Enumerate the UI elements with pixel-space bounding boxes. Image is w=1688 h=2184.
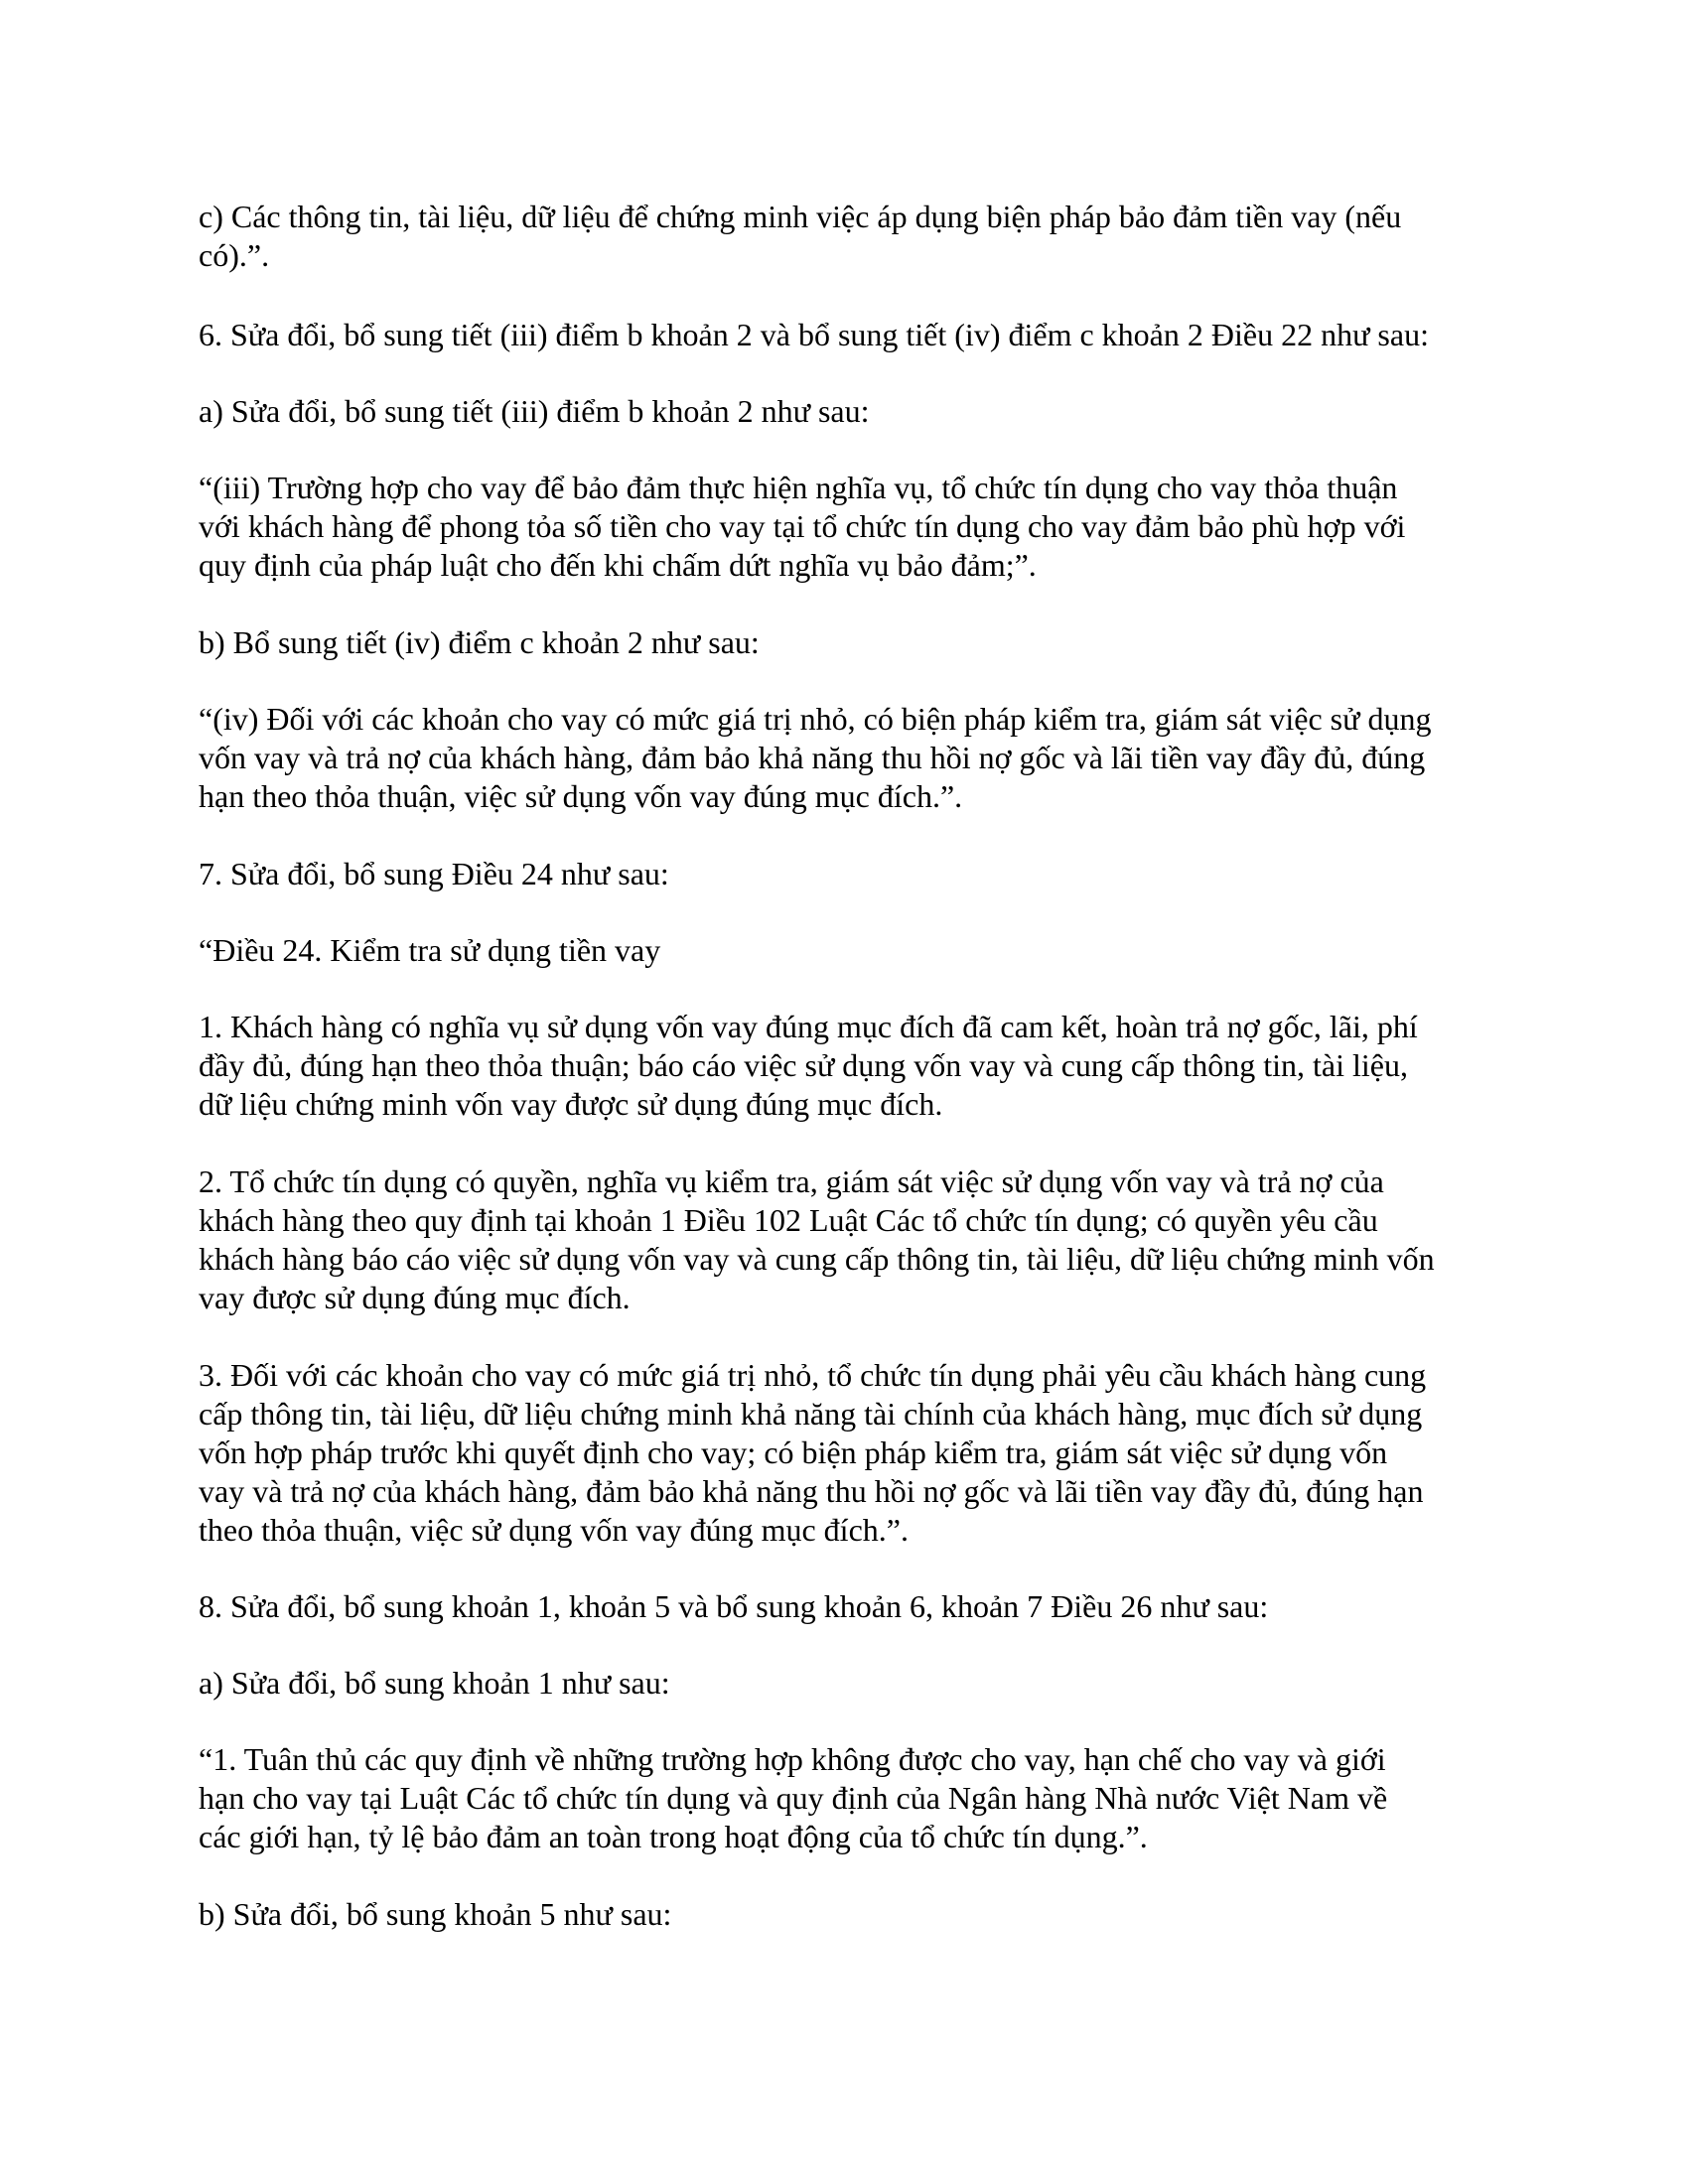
paragraph-item-8a: a) Sửa đổi, bổ sung khoản 1 như sau: xyxy=(199,1665,670,1701)
paragraph-c-supporting-documents: c) Các thông tin, tài liệu, dữ liệu để chứng minh việc áp dụng biện pháp bảo đảm tiền vay (nếu có).”. xyxy=(199,199,1402,273)
paragraph-item-7: 7. Sửa đổi, bổ sung Điều 24 như sau: xyxy=(199,856,669,891)
paragraph-article-24-clause-1: 1. Khách hàng có nghĩa vụ sử dụng vốn vay đúng mục đích đã cam kết, hoàn trả nợ gốc, lãi, phí đầy đủ, đúng hạn theo thỏa thuận; báo cáo việc sử dụng vốn vay và cung cấp thông tin, tài liệu, dữ liệu chứng minh vốn vay được sử dụng đúng mục đích. xyxy=(199,1009,1418,1122)
paragraph-item-8: 8. Sửa đổi, bổ sung khoản 1, khoản 5 và bổ sung khoản 6, khoản 7 Điều 26 như sau: xyxy=(199,1588,1269,1624)
paragraph-quote-clause-1: “1. Tuân thủ các quy định về những trường hợp không được cho vay, hạn chế cho vay và giới hạn cho vay tại Luật Các tổ chức tín dụng và quy định của Ngân hàng Nhà nước Việt Nam về các giới hạn, tỷ lệ bảo đảm an toàn trong hoạt động của tổ chức tín dụng.”. xyxy=(199,1741,1388,1854)
paragraph-item-8b: b) Sửa đổi, bổ sung khoản 5 như sau: xyxy=(199,1896,672,1932)
paragraph-item-6a: a) Sửa đổi, bổ sung tiết (iii) điểm b khoản 2 như sau: xyxy=(199,393,870,429)
paragraph-item-6b: b) Bổ sung tiết (iv) điểm c khoản 2 như sau: xyxy=(199,624,760,660)
paragraph-quote-iv: “(iv) Đối với các khoản cho vay có mức giá trị nhỏ, có biện pháp kiểm tra, giám sát việc sử dụng vốn vay và trả nợ của khách hàng, đảm bảo khả năng thu hồi nợ gốc và lãi tiền vay đầy đủ, đúng hạn theo thỏa thuận, việc sử dụng vốn vay đúng mục đích.”. xyxy=(199,701,1432,814)
paragraph-article-24-clause-2: 2. Tổ chức tín dụng có quyền, nghĩa vụ kiểm tra, giám sát việc sử dụng vốn vay và trả nợ của khách hàng theo quy định tại khoản 1 Điều 102 Luật Các tổ chức tín dụng; có quyền yêu cầu khách hàng báo cáo việc sử dụng vốn vay và cung cấp thông tin, tài liệu, dữ liệu chứng minh vốn vay được sử dụng đúng mục đích. xyxy=(199,1163,1435,1315)
paragraph-article-24-clause-3: 3. Đối với các khoản cho vay có mức giá trị nhỏ, tổ chức tín dụng phải yêu cầu khách hàng cung cấp thông tin, tài liệu, dữ liệu chứng minh khả năng tài chính của khách hàng, mục đích sử dụng vốn hợp pháp trước khi quyết định cho vay; có biện pháp kiểm tra, giám sát việc sử dụng vốn vay và trả nợ của khách hàng, đảm bảo khả năng thu hồi nợ gốc và lãi tiền vay đầy đủ, đúng hạn theo thỏa thuận, việc sử dụng vốn vay đúng mục đích.”. xyxy=(199,1357,1427,1548)
paragraph-quote-iii: “(iii) Trường hợp cho vay để bảo đảm thực hiện nghĩa vụ, tổ chức tín dụng cho vay thỏa thuận với khách hàng để phong tỏa số tiền cho vay tại tổ chức tín dụng cho vay đảm bảo phù hợp với quy định của pháp luật cho đến khi chấm dứt nghĩa vụ bảo đảm;”. xyxy=(199,470,1406,583)
paragraph-article-24-title: “Điều 24. Kiểm tra sử dụng tiền vay xyxy=(199,932,661,968)
paragraph-item-6: 6. Sửa đổi, bổ sung tiết (iii) điểm b khoản 2 và bổ sung tiết (iv) điểm c khoản 2 Điều 22 như sau: xyxy=(199,317,1429,352)
